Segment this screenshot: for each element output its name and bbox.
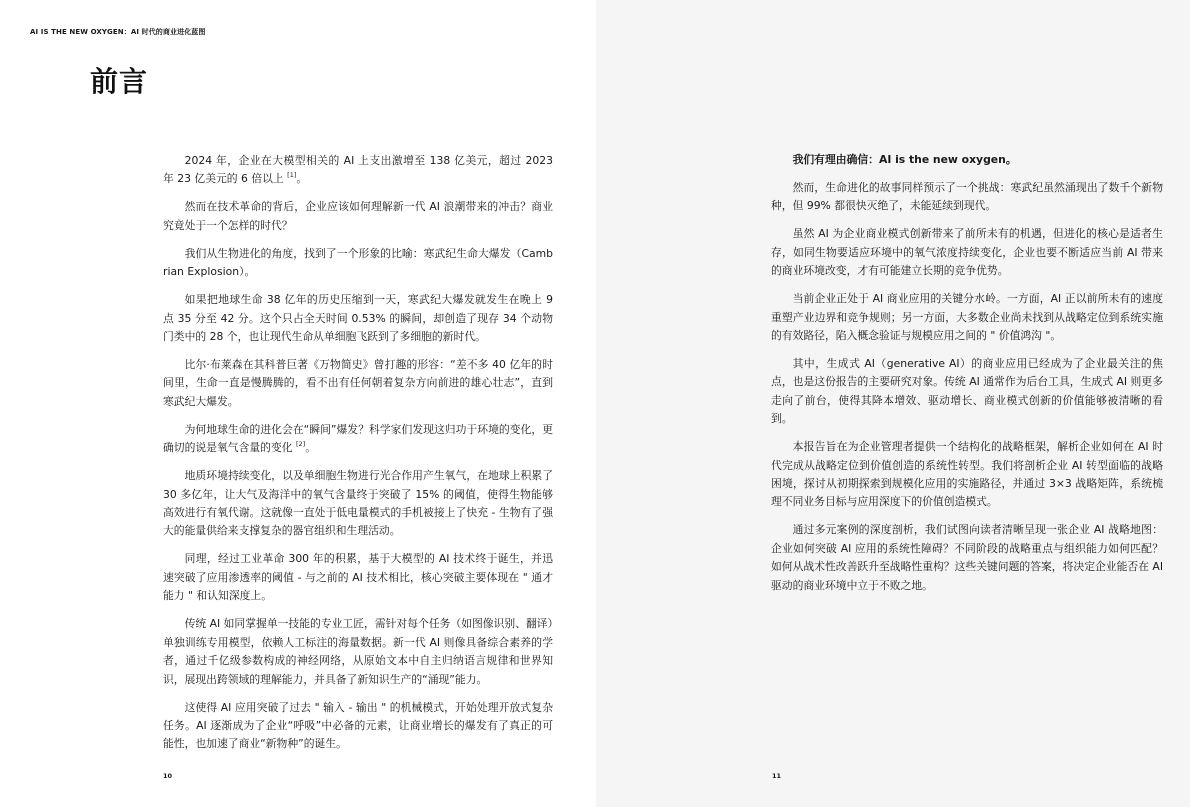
running-header: AI IS THE NEW OXYGEN：AI 时代的商业进化蓝图 [30, 28, 206, 36]
paragraph: 本报告旨在为企业管理者提供一个结构化的战略框架，解析企业如何在 AI 时代完成从战略定位到价值创造的系统性转型。我们将剖析企业 AI 转型面临的战略困境，探讨从初期探索到规模化应用的实施路径，并通过 3×3 战略矩阵，系统梳理不同业务目标与应用深度下的价值创造模式。 [771, 440, 1163, 509]
paragraph: 其中，生成式 AI（generative AI）的商业应用已经成为了企业最关注的焦点，也是这份报告的主要研究对象。传统 AI 通常作为后台工具，生成式 AI 则更多走向了前台，使得其降本增效、驱动增长、商业模式创新的价值能够被清晰的看到。 [771, 357, 1163, 426]
lead-statement: 我们有理由确信：AI is the new oxygen。 [792, 153, 1017, 166]
right-body-text [771, 151, 1163, 605]
paragraph: 这使得 AI 应用突破了过去 " 输入 - 输出 " 的机械模式，开始处理开放式复杂任务。AI 逐渐成为了企业“呼吸”中必备的元素，让商业增长的爆发有了真正的可能性，也加速了商业“新物种”的诞生。 [163, 700, 553, 751]
footnote-ref[interactable]: [1] [287, 171, 297, 180]
paragraph: 2024 年，企业在大模型相关的 AI 上支出激增至 138 亿美元，超过 2023 年 23 亿美元的 6 倍以上 [1]。 [163, 154, 553, 186]
paragraph: 如果把地球生命 38 亿年的历史压缩到一天，寒武纪大爆发就发生在晚上 9 点 35 分至 42 分。这个只占全天时间 0.53% 的瞬间，却创造了现存 34 个动物门类中的 28 个，也让现代生命从单细胞飞跃到了多细胞的新时代。 [163, 293, 553, 344]
paragraph: 地质环境持续变化，以及单细胞生物进行光合作用产生氧气，在地球上积累了 30 多亿年，让大气及海洋中的氧气含量终于突破了 15% 的阈值，使得生物能够高效进行有氧代谢。这就像一直处于低电量模式的手机被接上了快充 - 生物有了强大的能量供给来支撑复杂的器官组织和生理活动。 [163, 469, 553, 538]
paragraph: 为何地球生命的进化会在“瞬间”爆发？科学家们发现这归功于环境的变化，更确切的说是氧气含量的变化 [2]。 [163, 422, 553, 455]
paragraph: 虽然 AI 为企业商业模式创新带来了前所未有的机遇，但进化的核心是适者生存，如同生物要适应环境中的氧气浓度持续变化，企业也要不断适应当前 AI 带来的商业环境改变，才有可能建立长期的竞争优势。 [771, 227, 1163, 278]
page-number: 11 [772, 772, 782, 780]
page-title: 前言 [90, 65, 149, 98]
paragraph: 当前企业正处于 AI 商业应用的关键分水岭。一方面，AI 正以前所未有的速度重塑产业边界和竞争规则；另一方面，大多数企业尚未找到从战略定位到系统实施的有效路径，陷入概念验证与规模应用之间的 " 价值鸿沟 "。 [771, 292, 1163, 343]
paragraph: 我们从生物进化的角度，找到了一个形象的比喻：寒武纪生命大爆发（Cambrian Explosion）。 [163, 246, 553, 279]
left-body-text [163, 152, 553, 763]
footnote-ref[interactable]: [2] [296, 440, 306, 449]
page-number: 10 [163, 772, 173, 780]
paragraph: 同理，经过工业革命 300 年的积累，基于大模型的 AI 技术终于诞生，并迅速突破了应用渗透率的阈值 - 与之前的 AI 技术相比，核心突破主要体现在 " 通才能力 " 和认知深度上。 [163, 552, 553, 603]
paragraph: 然而，生命进化的故事同样预示了一个挑战：寒武纪虽然涌现出了数千个新物种，但 99% 都很快灭绝了，未能延续到现代。 [771, 181, 1163, 213]
paragraph: 比尔·布莱森在其科普巨著《万物简史》曾打趣的形容：“差不多 40 亿年的时间里，生命一直是慢腾腾的，看不出有任何朝着复杂方向前进的雄心壮志”，直到寒武纪大爆发。 [163, 358, 553, 408]
paragraph: 传统 AI 如同掌握单一技能的专业工匠，需针对每个任务（如图像识别、翻译）单独训练专用模型，依赖人工标注的海量数据。新一代 AI 则像具备综合素养的学者，通过千亿级参数构成的神经网络，从原始文本中自主归纳语言规律和世界知识，展现出跨领域的理解能力，并具备了新知识生产的“涌现”能力。 [163, 617, 553, 686]
right-page [596, 0, 1190, 807]
paragraph: 然而在技术革命的背后，企业应该如何理解新一代 AI 浪潮带来的冲击？商业究竟处于一个怎样的时代？ [163, 200, 553, 232]
paragraph: 通过多元案例的深度剖析，我们试图向读者清晰呈现一张企业 AI 战略地图：企业如何突破 AI 应用的系统性障碍？不同阶段的战略重点与组织能力如何匹配？如何从战术性改善跃升至战略性重构？这些关键问题的答案，将决定企业能否在 AI 驱动的商业环境中立于不败之地。 [771, 523, 1163, 592]
